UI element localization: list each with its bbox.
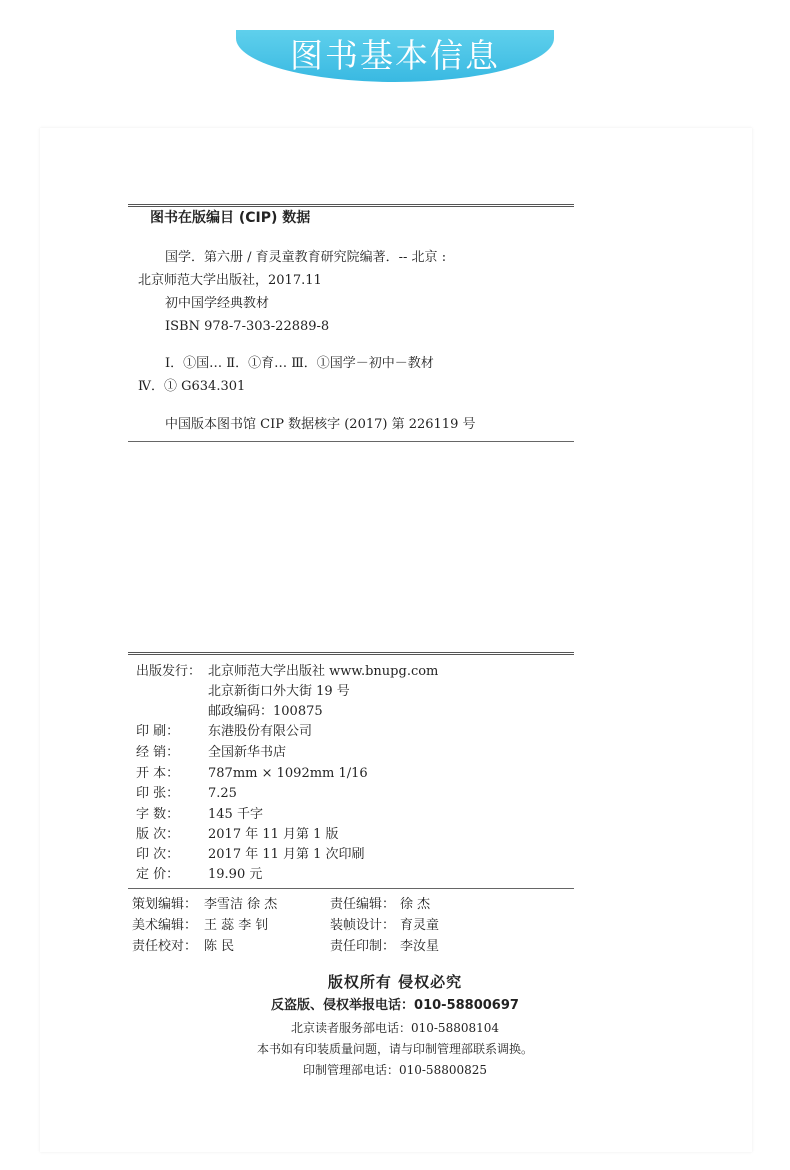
- pub-value: 东港股份有限公司: [208, 724, 313, 739]
- pub-top-rule: [128, 652, 574, 655]
- pub-label: 印 刷：: [136, 724, 180, 739]
- editor-label: 装帧设计：: [330, 918, 396, 933]
- reader-service-phone: 北京读者服务部电话：010-58808104: [290, 1021, 500, 1035]
- pub-value: 787mm × 1092mm 1/16: [208, 766, 368, 781]
- pub-bottom-rule: [128, 888, 574, 889]
- banner-title: 图书基本信息: [236, 30, 554, 82]
- pub-value: 全国新华书店: [208, 745, 287, 760]
- pub-value: 19.90 元: [208, 867, 263, 882]
- cip-line-5: Ⅰ．①国… Ⅱ．①育… Ⅲ．①国学－初中－教材: [165, 356, 434, 371]
- editor-value: 李雪洁 徐 杰: [204, 897, 278, 912]
- editor-value: 王 蕊 李 钊: [204, 918, 269, 933]
- pub-label: 定 价：: [136, 867, 180, 882]
- editor-label: 责任编辑：: [330, 897, 396, 912]
- cip-line-3: 初中国学经典教材: [165, 296, 270, 311]
- cip-line-7: 中国版本图书馆 CIP 数据核字 (2017) 第 226119 号: [165, 417, 476, 432]
- pub-label: 版 次：: [136, 827, 180, 842]
- copyright-heading: 版权所有 侵权必究: [327, 973, 463, 991]
- print-management-phone: 印制管理部电话：010-58800825: [302, 1063, 488, 1077]
- cip-bottom-rule: [128, 441, 574, 442]
- pub-value: 邮政编码：100875: [208, 704, 323, 719]
- cip-line-6: Ⅳ．① G634.301: [138, 379, 246, 394]
- pub-label: 出版发行：: [136, 664, 202, 679]
- pub-value: 北京新街口外大街 19 号: [208, 684, 350, 699]
- pub-value: 2017 年 11 月第 1 版: [208, 827, 339, 842]
- cip-top-rule: [128, 204, 574, 207]
- pub-value: 145 千字: [208, 807, 263, 822]
- editor-value: 李汝星: [400, 939, 440, 954]
- anti-piracy-phone: 反盗版、侵权举报电话：010-58800697: [271, 998, 519, 1013]
- pub-value: 7.25: [208, 786, 237, 801]
- pub-label: 字 数：: [136, 807, 180, 822]
- editor-label: 责任印制：: [330, 939, 396, 954]
- editor-value: 育灵童: [400, 918, 440, 933]
- editor-label: 策划编辑：: [132, 897, 198, 912]
- pub-value: 北京师范大学出版社 www.bnupg.com: [208, 664, 439, 679]
- cip-title: 图书在版编目 (CIP) 数据: [150, 210, 311, 226]
- editor-value: 徐 杰: [400, 897, 431, 912]
- quality-notice: 本书如有印装质量问题，请与印制管理部联系调换。: [256, 1042, 533, 1056]
- editor-value: 陈 民: [204, 939, 235, 954]
- editor-label: 责任校对：: [132, 939, 198, 954]
- cip-line-2: 北京师范大学出版社，2017.11: [138, 273, 322, 288]
- pub-label: 印 次：: [136, 847, 180, 862]
- cip-line-4: ISBN 978-7-303-22889-8: [165, 319, 330, 334]
- pub-label: 印 张：: [136, 786, 180, 801]
- pub-value: 2017 年 11 月第 1 次印刷: [208, 847, 365, 862]
- pub-label: 经 销：: [136, 745, 180, 760]
- editor-label: 美术编辑：: [132, 918, 198, 933]
- pub-label: 开 本：: [136, 766, 180, 781]
- cip-line-1: 国学．第六册 / 育灵童教育研究院编著．-- 北京 :: [165, 250, 447, 265]
